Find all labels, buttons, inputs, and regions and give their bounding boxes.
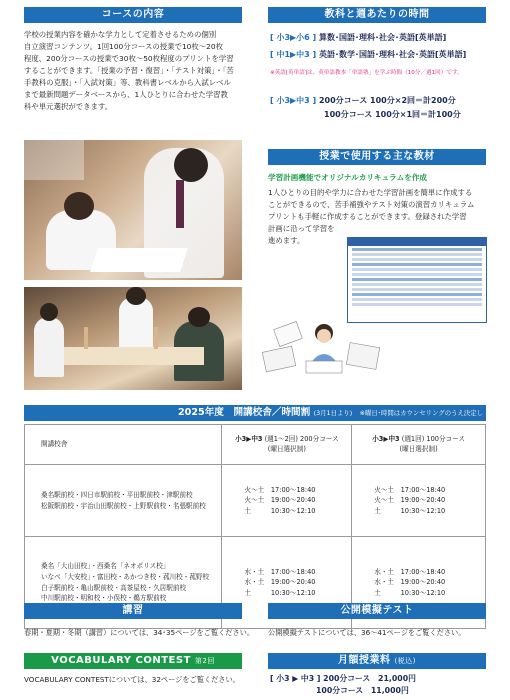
lecture-text: 春期・夏期・冬期（講習）については、34･35ページをご覧ください。 (24, 628, 255, 637)
col-header-100 (352, 425, 486, 465)
time-line: 土 10:30〜12:10 (374, 588, 446, 597)
time-line: 水・土 17:00〜18:40 (244, 568, 316, 577)
vocab-title: VOCABULARY CONTEST (51, 655, 191, 666)
course-line: 手教科の克服」・「入試対策」等、教科書レベルから入試レベル (24, 77, 231, 87)
calc-line-100 (270, 108, 461, 122)
materials-section-header (268, 149, 486, 165)
grade-tag: 小3▶中3 (235, 434, 263, 443)
materials-line: 1人ひとりの目的や学力に合わせた学習計画を簡単に作成する (268, 188, 473, 197)
lecture-section-header (24, 603, 242, 619)
grade-tag: 小3▶中3 (372, 434, 400, 443)
school-line: 桑名駅前校・四日市駅前校・平田駅前校・津駅前校 (41, 490, 193, 499)
calc-line-200 (270, 94, 461, 108)
course-description (24, 29, 246, 113)
lecture-title: 講習 (122, 605, 144, 616)
course-line: 自立演習コンテンツ。1回100分コースの授業で10枚〜20枚 (24, 41, 223, 51)
schedule-section-header (24, 405, 486, 433)
course-section-title: コースの内容 (101, 9, 165, 20)
time-line: 水・土 19:00〜20:40 (244, 578, 316, 587)
fee-section-header (268, 653, 486, 669)
col-header-100-text: (週1回) 100分コース (401, 434, 466, 443)
time-line: 火〜土 19:00〜20:40 (374, 496, 446, 505)
calc-100: 100分コース 100分×1回＝計100分 (324, 110, 461, 120)
schedule-title: 2025年度 開講校舎／時間割 (178, 407, 311, 418)
course-line: 程度、200分コースの授業で30枚〜50枚程度のプリントを学習 (24, 53, 234, 63)
materials-line: プリントも手軽に作成することができます。登録された学習 (268, 211, 467, 221)
grade-tag: [ 小3▶中3 ] (270, 96, 317, 105)
school-line: 白子駅前校・亀山駅前校・高茶屋校・久居駅前校 (41, 583, 187, 592)
vocab-text: VOCABULARY CONTESTについては、32ページをご覧ください。 (24, 675, 240, 684)
materials-line: 進めます。 (268, 235, 305, 245)
subjects-list: 算数･国語･理科･社会･英語[英単語] (318, 33, 447, 42)
mock-section-header (268, 603, 486, 619)
weekly-hours-calc (270, 94, 461, 123)
classroom-photo-teacher (24, 140, 242, 280)
course-line: 学校の授業内容を確かな学力として定着させるための個別 (24, 30, 217, 39)
subjects-section-title: 教科と週あたりの時間 (324, 9, 430, 20)
grade-tag: [ 小3 ▶ 中3 ] (270, 674, 321, 683)
school-line: いなべ「大安校」・富田校・あかつき校・菰川校・菰野校 (41, 572, 210, 581)
col-header-schools: 開講校舎 (25, 425, 222, 465)
fee-100: 100分コース 11,000円 (316, 686, 409, 696)
fee-prices (270, 673, 416, 697)
schedule-note: ※曜日･時間はカウンセリングのうえ決定します。 (178, 409, 484, 433)
subjects-elementary (270, 32, 446, 44)
time-line: 火〜土 17:00〜18:40 (244, 486, 316, 495)
col-header-100-sub: (曜日選択制) (399, 444, 438, 453)
col-header-200 (222, 425, 352, 465)
time-line: 火〜土 17:00〜18:40 (374, 486, 446, 495)
materials-line: 計画に沿って学習を (268, 223, 335, 233)
col-header-200-sub: (曜日選択制) (267, 444, 306, 453)
fee-line-200 (270, 673, 416, 685)
grade-tag: [ 小3▶小6 ] (270, 33, 317, 42)
vocab-title-sub: 第2回 (194, 657, 215, 665)
materials-subtitle: 学習計画機能でオリジナルカリキュラムを作成 (268, 173, 428, 182)
classroom-photo-students (24, 287, 242, 390)
course-section-header (24, 7, 242, 23)
time-line: 土 10:30〜12:10 (244, 588, 316, 597)
materials-line: ことができるので、苦手補強やテスト対策の演習カリキュラム (268, 199, 475, 209)
table-row (25, 465, 486, 537)
time-line: 土 10:30〜12:10 (244, 506, 316, 515)
fee-200: 200分コース 21,000円 (323, 674, 416, 683)
fee-title-sub: (税込) (394, 657, 416, 665)
school-line: 松阪駅前校・宇治山田駅前校・上野駅前校・名張駅前校 (41, 501, 206, 510)
school-line: 桑名「大山田校」・西桑名「ネオポリス校」 (41, 562, 170, 571)
schools-cell (25, 465, 222, 537)
subjects-note: ※英語[英単語]は、英単語教本「単語塾」を学ぶ時間（10分／週1回）です。 (270, 70, 463, 76)
time-line: 火〜土 19:00〜20:40 (244, 496, 316, 505)
schedule-table (24, 424, 486, 629)
subjects-section-header (268, 7, 486, 23)
col-header-200-text: (週1〜2回) 200分コース (264, 434, 339, 443)
mock-title: 公開模擬テスト (340, 605, 414, 616)
time-line: 土 10:30〜12:10 (374, 506, 446, 515)
course-line: 科や単元選択ができます。 (24, 101, 113, 111)
time-line: 水・土 19:00〜20:40 (374, 578, 446, 587)
schedule-title-sub: (3月1日より) (313, 409, 353, 417)
software-screenshot-image (347, 237, 487, 323)
schedule-header-row (25, 425, 486, 465)
subjects-junior-high (270, 49, 466, 61)
mock-text: 公開模擬テストについては、36〜41ページをご覧ください。 (268, 628, 466, 637)
fee-line-100 (270, 685, 416, 697)
time-line: 水・土 17:00〜18:40 (374, 568, 446, 577)
subjects-list: 英語･数学･国語･理科･社会･英語[英単語] (318, 50, 467, 59)
materials-section-title: 授業で使用する主な教材 (319, 151, 435, 162)
fee-title: 月額授業料 (338, 655, 391, 666)
times-200-cell (222, 465, 352, 537)
school-line: 中川駅前校・明和校・小俣校・鵜方駅前校 (41, 594, 167, 603)
times-100-cell (352, 465, 486, 537)
course-line: まで最新問題データベースから、1人ひとりに合わせた学習教 (24, 89, 228, 99)
grade-tag: [ 中1▶中3 ] (270, 50, 317, 59)
vocab-section-header (24, 653, 242, 669)
student-study-illustration (262, 315, 380, 375)
course-line: することができます。「授業の予習・復習」・「テスト対策」・「苦 (24, 65, 234, 75)
calc-200: 200分コース 100分×2回＝計200分 (318, 96, 456, 105)
